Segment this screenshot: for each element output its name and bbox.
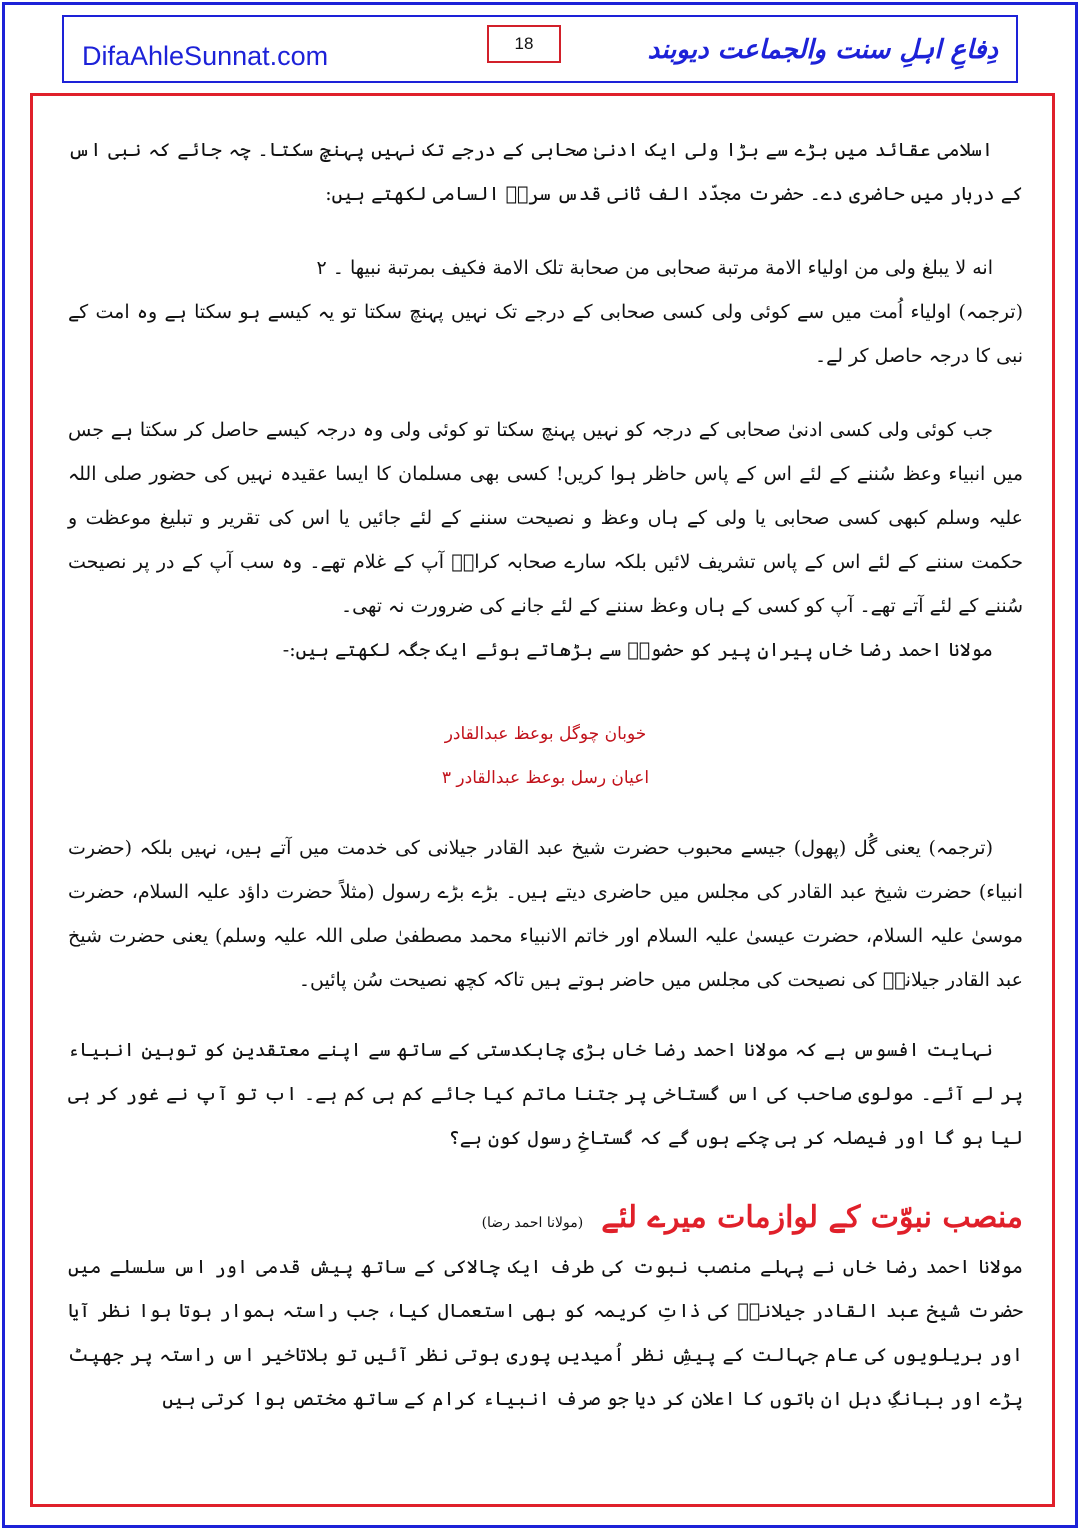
page-number: 18 [487, 25, 561, 63]
translation-2: (ترجمہ) یعنی گُل (پھول) جیسے محبوب حضرت شیخ عبد القادر جیلانی کی خدمت میں آتے ہیں، نہیں بلکہ (حضرت انبیاء) حضرت شیخ عبد القادر کی مجلس میں حاضری دیتے ہیں۔ بڑے بڑے رسول (مثلاً حضرت داؤد علیہ السلام، حضرت موسیٰ علیہ السلام، حضرت عیسیٰ علیہ السلام اور خاتم الانبیاء محمد مصطفیٰ صلی اللہ علیہ وسلم) یعنی حضرت شیخ عبد القادر جیلانیؒ کی نصیحت کی مجلس میں حاضر ہوتے ہیں تاکہ کچھ نصیحت سُن پائیں۔ [68, 837, 1023, 991]
verse-line-1: خوبان چوگل بوعظ عبدالقادر [444, 724, 647, 744]
paragraph-1: اسلامی عقائد میں بڑے سے بڑا ولی ایک ادنیٰ صحابی کے درجے تک نہیں پہنچ سکتا۔ چہ جائے کہ نبی اس کے دربار میں حاضری دے۔ حضرت مجدّد الف ثانی قدس سرہٗ السامی لکھتے ہیں: [68, 139, 1023, 205]
paragraph-2: جب کوئی ولی کسی ادنیٰ صحابی کے درجہ کو نہیں پہنچ سکتا تو کوئی ولی وہ درجہ کیسے حاصل کر سکتا ہے جس میں انبیاء وعظ سُننے کے لئے اس کے پاس حاظر ہوا کریں! کسی بھی مسلمان کا ایسا عقیدہ نہیں کی حضور صلی اللہ علیہ وسلم کبھی کسی صحابی یا ولی کے ہاں وعظ و نصیحت سننے کے لئے جائیں یا اس کی تقریر و تبلیغ موعظت و حکمت سننے کے لئے اس کے پاس تشریف لائیں بلکہ سارے صحابہ کرامؓ آپ کے غلام تھے۔ وہ سب آپ کے در پر نصیحت سُننے کے لئے آتے تھے۔ آپ کو کسی کے ہاں وعظ سننے کے لئے جانے کی ضرورت نہ تھی۔ [68, 419, 1023, 617]
section-heading [68, 1196, 1023, 1245]
translation-1: (ترجمہ) اولیاء اُمت میں سے کوئی ولی کسی صحابی کے درجے تک نہیں پہنچ سکتا تو یہ کیسے ہو سکتا ہے وہ امت کے نبی کا درجہ حاصل کر لے۔ [68, 301, 1023, 367]
page-header [62, 15, 1018, 83]
header-title: دِفاعِ اہلِ سنت والجماعت دیوبند [647, 35, 998, 65]
section-attribution: (مولانا احمد رضا) [481, 1215, 584, 1231]
section-title: منصب نبوّت کے لوازمات میرے لئے [601, 1200, 1023, 1235]
paragraph-3: نہایت افسوس ہے کہ مولانا احمد رضا خاں بڑی چابکدستی کے ساتھ سے اپنے معتقدین کو توہین انبیاء پر لے آئے۔ مولوی صاحب کی اس گستاخی پر جتنا ماتم کیا جائے کم ہی کم ہے۔ اب تو آپ نے غور کر ہی لیا ہو گا اور فیصلہ کر ہی چکے ہوں گے کہ گستاخِ رسول کون ہے؟ [68, 1039, 1023, 1149]
document-body [68, 128, 1023, 1421]
arabic-quote: انه لا یبلغ ولی من اولیاء الامة مرتبة صحابی من صحابة تلک الامة فکیف بمرتبة نبیها ۔ ۲ [316, 257, 993, 279]
intro-line: مولانا احمد رضا خاں پیرانِ پیر کو حضورؐ سے بڑھاتے ہوئے ایک جگہ لکھتے ہیں:- [282, 639, 993, 661]
paragraph-4: مولانا احمد رضا خاں نے پہلے منصب نبوت کی طرف ایک چالاکی کے ساتھ پیش قدمی اور اس سلسلے میں حضرت شیخ عبد القادر جیلانیؒ کی ذاتِ کریمہ کو بھی استعمال کیا، جب راستہ ہموار ہوتا ہوا نظر آیا اور بریلویوں کی عام جہالت کے پیشِ نظر اُمیدیں پوری ہوتی نظر آئیں تو بلاتاخیر اس راستہ پر جھپٹ پڑے اور ببانگِ دہل ان باتوں کا اعلان کر دیا جو صرف انبیاء کرام کے ساتھ مختص ہوا کرتی ہیں [68, 1256, 1024, 1410]
verse-line-2: اعیان رسل بوعظ عبدالقادر ۳ [441, 768, 650, 788]
site-url[interactable]: DifaAhleSunnat.com [82, 41, 329, 71]
